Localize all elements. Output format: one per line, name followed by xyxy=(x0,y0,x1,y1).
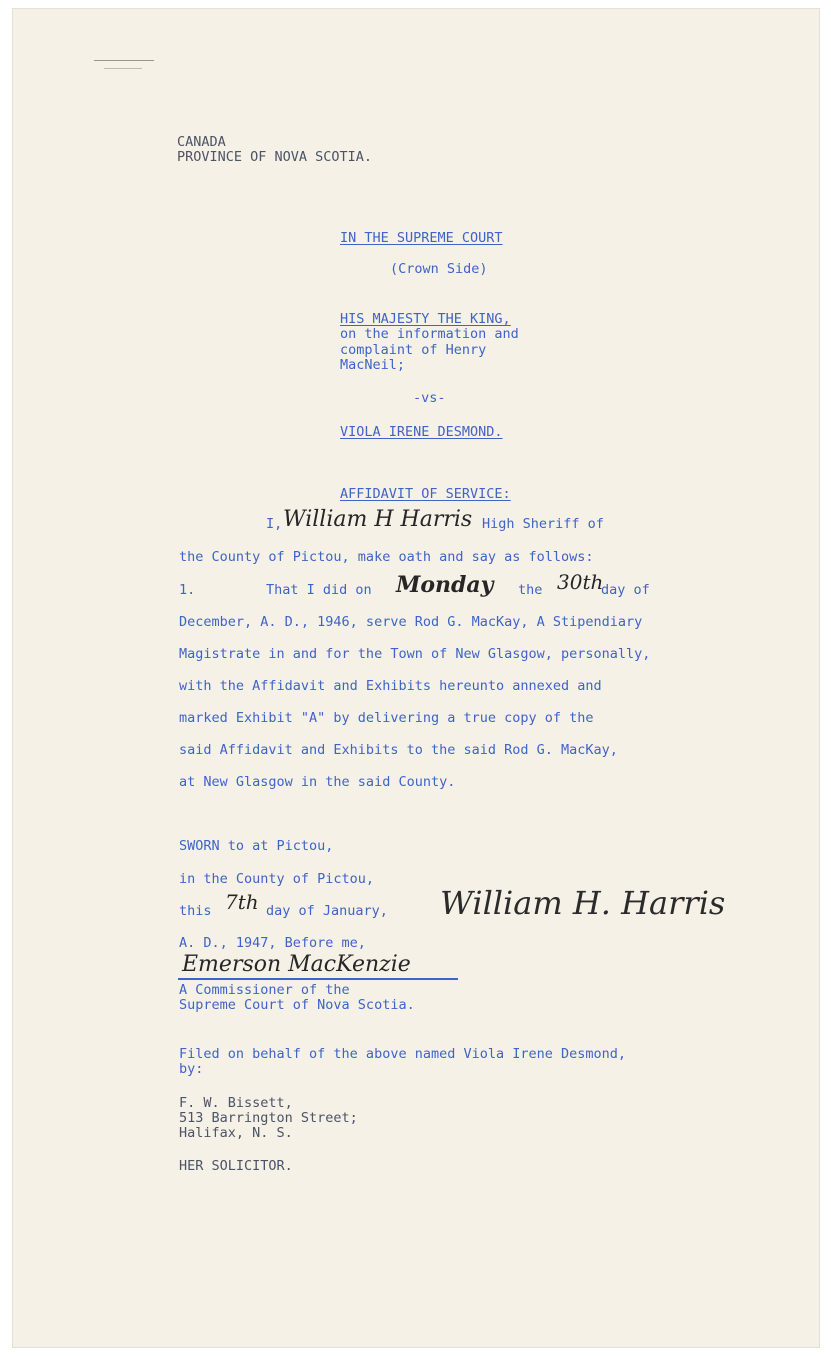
affidavit-line: said Affidavit and Exhibits to the said Rod G. MacKay, xyxy=(179,742,618,758)
solicitor-city: Halifax, N. S. xyxy=(179,1125,293,1141)
header-country: CANADA xyxy=(177,134,226,150)
affidavit-line: Magistrate in and for the Town of New Glasgow, personally, xyxy=(179,646,651,662)
affidavit-line: the xyxy=(518,582,543,598)
header-province: PROVINCE OF NOVA SCOTIA. xyxy=(177,149,373,165)
jurat-line: this xyxy=(179,903,212,919)
jurat-line: SWORN to at Pictou, xyxy=(179,838,334,854)
handwritten-date: 30th xyxy=(557,570,604,594)
defendant-name: VIOLA IRENE DESMOND. xyxy=(340,424,503,440)
affidavit-line: High Sheriff of xyxy=(482,516,604,532)
versus-label: -vs- xyxy=(413,390,446,406)
affidavit-line: I, xyxy=(266,516,283,532)
signature-line xyxy=(178,978,458,980)
affidavit-line: marked Exhibit "A" by delivering a true copy of the xyxy=(179,710,594,726)
jurat-line: A. D., 1947, Before me, xyxy=(179,935,366,951)
filing-line: by: xyxy=(179,1061,204,1077)
staple-mark xyxy=(94,60,154,61)
handwritten-jurat-day: 7th xyxy=(225,890,259,914)
court-name: IN THE SUPREME COURT xyxy=(340,230,503,246)
solicitor-name: F. W. Bissett, xyxy=(179,1095,293,1111)
court-side: (Crown Side) xyxy=(390,261,488,277)
sheriff-signature: William H Harris xyxy=(283,507,473,532)
jurat-line: day of January, xyxy=(266,903,388,919)
plaintiff-description: complaint of Henry xyxy=(340,342,487,358)
jurat-line: in the County of Pictou, xyxy=(179,871,375,887)
affidavit-line: with the Affidavit and Exhibits hereunto annexed and xyxy=(179,678,602,694)
affidavit-title: AFFIDAVIT OF SERVICE: xyxy=(340,486,511,502)
plaintiff-name: HIS MAJESTY THE KING, xyxy=(340,311,511,327)
affidavit-line: December, A. D., 1946, serve Rod G. MacKay, A Stipendiary xyxy=(179,614,643,630)
handwritten-day: Monday xyxy=(396,572,494,598)
solicitor-role: HER SOLICITOR. xyxy=(179,1158,293,1174)
item-number: 1. xyxy=(179,582,196,598)
plaintiff-description: on the information and xyxy=(340,326,519,342)
commissioner-signature: Emerson MacKenzie xyxy=(182,952,411,977)
affidavit-line: That I did on xyxy=(266,582,372,598)
deponent-signature: William H. Harris xyxy=(440,884,726,922)
affidavit-line: the County of Pictou, make oath and say as follows: xyxy=(179,549,594,565)
commissioner-title: Supreme Court of Nova Scotia. xyxy=(179,997,415,1013)
commissioner-title: A Commissioner of the xyxy=(179,982,350,998)
affidavit-line: at New Glasgow in the said County. xyxy=(179,774,456,790)
plaintiff-description: MacNeil; xyxy=(340,357,406,373)
staple-mark xyxy=(104,68,142,69)
solicitor-street: 513 Barrington Street; xyxy=(179,1110,358,1126)
filing-line: Filed on behalf of the above named Viola Irene Desmond, xyxy=(179,1046,627,1062)
affidavit-line: day of xyxy=(601,582,650,598)
